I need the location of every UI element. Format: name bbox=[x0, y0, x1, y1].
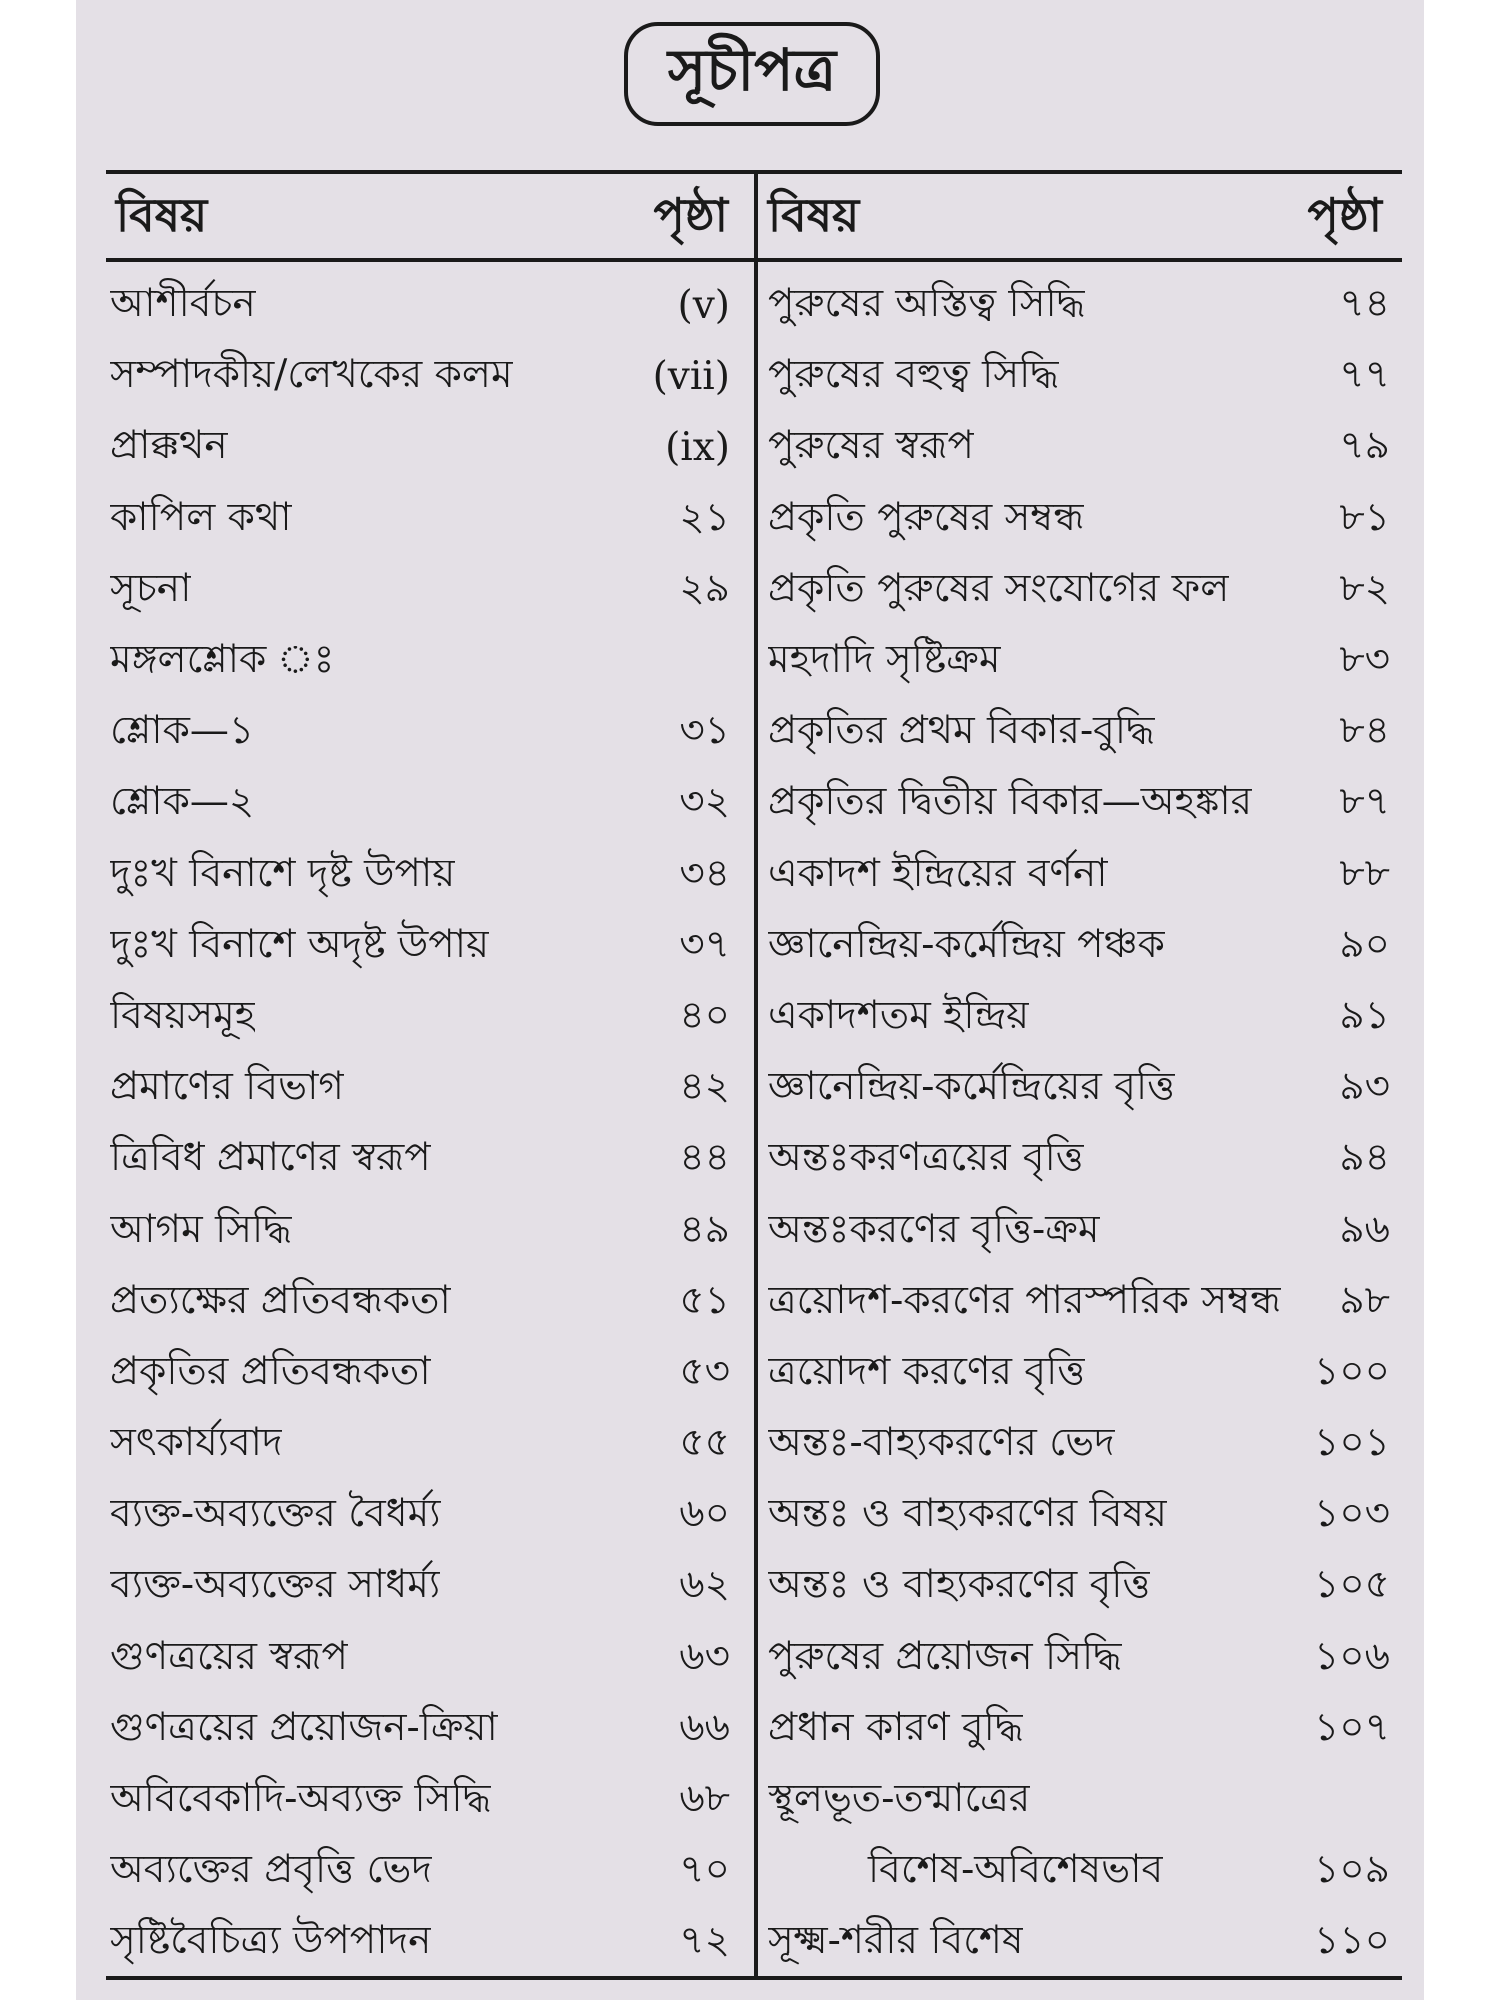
toc-entry bbox=[110, 555, 730, 626]
toc-entry bbox=[768, 1338, 1390, 1409]
toc-entry-page: ৭২ bbox=[679, 1918, 730, 1964]
toc-entry bbox=[768, 1480, 1390, 1551]
toc-entry-page: ৬৮ bbox=[679, 1776, 730, 1822]
toc-entry bbox=[110, 1195, 730, 1266]
toc-entry bbox=[110, 1480, 730, 1551]
toc-entry-title: প্রাক্কথন bbox=[110, 423, 228, 469]
toc-entry bbox=[768, 1124, 1390, 1195]
toc-entry bbox=[768, 697, 1390, 768]
toc-entry-title: একাদশ ইন্দ্রিয়ের বর্ণনা bbox=[768, 850, 1108, 896]
toc-entry-page: ৮৮ bbox=[1339, 850, 1390, 896]
toc-entry-title: জ্ঞানেন্দ্রিয়-কর্মেন্দ্রিয়ের বৃত্তি bbox=[768, 1064, 1176, 1110]
toc-entry-page: ২১ bbox=[679, 494, 730, 540]
toc-entry-title: গুণত্রয়ের প্রয়োজন-ক্রিয়া bbox=[110, 1704, 498, 1750]
toc-entry-page: ৪২ bbox=[679, 1064, 730, 1110]
toc-entry bbox=[110, 1551, 730, 1622]
toc-entry-page: ৯৬ bbox=[1339, 1206, 1390, 1252]
subject-header: বিষয় bbox=[768, 188, 860, 242]
toc-entry bbox=[768, 270, 1390, 341]
toc-entry-title: দুঃখ বিনাশে দৃষ্ট উপায় bbox=[110, 850, 456, 896]
toc-entry bbox=[768, 1907, 1390, 1978]
toc-entry-title: প্রকৃতি পুরুষের সম্বন্ধ bbox=[768, 494, 1085, 540]
toc-entry-title: সৎকার্য্যবাদ bbox=[110, 1420, 283, 1466]
toc-entry bbox=[110, 840, 730, 911]
toc-entry-page: ৬২ bbox=[679, 1562, 730, 1608]
toc-entry-title: প্রকৃতির প্রথম বিকার-বুদ্ধি bbox=[768, 708, 1155, 754]
toc-entry bbox=[110, 1338, 730, 1409]
toc-entry-page: ৪৯ bbox=[679, 1206, 730, 1252]
toc-entry bbox=[768, 1765, 1390, 1836]
toc-entry-title: প্রধান কারণ বুদ্ধি bbox=[768, 1704, 1024, 1750]
left-toc-column bbox=[110, 270, 730, 1979]
toc-entry bbox=[768, 1053, 1390, 1124]
toc-entry-title: পুরুষের অস্তিত্ব সিদ্ধি bbox=[768, 281, 1086, 327]
toc-entry-page: (v) bbox=[677, 283, 730, 329]
toc-entry-page: ৩৭ bbox=[679, 921, 730, 967]
toc-entry bbox=[110, 484, 730, 555]
toc-entry-page: ৪০ bbox=[679, 992, 730, 1038]
toc-entry-title: অন্তঃ-বাহ্যকরণের ভেদ bbox=[768, 1420, 1115, 1466]
toc-entry bbox=[110, 1124, 730, 1195]
toc-entry bbox=[110, 412, 730, 483]
toc-entry-page: ৭৯ bbox=[1339, 423, 1390, 469]
page-header: পৃষ্ঠা bbox=[653, 188, 728, 242]
toc-entry-title: প্রকৃতি পুরুষের সংযোগের ফল bbox=[768, 565, 1230, 611]
toc-entry-page: ২৯ bbox=[679, 565, 730, 611]
toc-entry-title: ত্রয়োদশ করণের বৃত্তি bbox=[768, 1348, 1086, 1394]
page-title: সূচীপত্র bbox=[624, 22, 880, 126]
toc-entry-page: ৮৭ bbox=[1339, 779, 1390, 825]
toc-entry bbox=[768, 911, 1390, 982]
toc-entry-page: ৬০ bbox=[679, 1491, 730, 1537]
toc-entry bbox=[768, 1551, 1390, 1622]
toc-entry bbox=[768, 1623, 1390, 1694]
toc-entry-title: প্রত্যক্ষের প্রতিবন্ধকতা bbox=[110, 1277, 451, 1323]
toc-entry bbox=[110, 768, 730, 839]
toc-entry-title: সম্পাদকীয়/লেখকের কলম bbox=[110, 352, 513, 398]
toc-entry-page: ১১০ bbox=[1314, 1918, 1390, 1964]
toc-entry-page: ৮২ bbox=[1339, 565, 1390, 611]
toc-entry-title: গুণত্রয়ের স্বরূপ bbox=[110, 1633, 348, 1679]
toc-entry bbox=[768, 1694, 1390, 1765]
toc-entry-page: ৬৩ bbox=[679, 1633, 730, 1679]
toc-entry bbox=[110, 1623, 730, 1694]
toc-entry-page: ৩১ bbox=[679, 708, 730, 754]
toc-entry bbox=[768, 626, 1390, 697]
toc-entry-title: মঙ্গলশ্লোক ঃ bbox=[110, 637, 335, 683]
toc-entry-page: ৯৩ bbox=[1339, 1064, 1390, 1110]
toc-entry-page: ৯৪ bbox=[1339, 1135, 1390, 1181]
toc-entry bbox=[768, 412, 1390, 483]
toc-entry-title: অন্তঃ ও বাহ্যকরণের বিষয় bbox=[768, 1491, 1167, 1537]
toc-entry-title: বিষয়সমূহ bbox=[110, 992, 256, 1038]
toc-entry-title: আগম সিদ্ধি bbox=[110, 1206, 292, 1252]
page-header: পৃষ্ঠা bbox=[1307, 188, 1382, 242]
toc-entry-title: মহদাদি সৃষ্টিক্রম bbox=[768, 637, 1001, 683]
toc-entry-title: আশীর্বচন bbox=[110, 281, 256, 327]
toc-entry bbox=[110, 1907, 730, 1978]
toc-entry-title: পুরুষের প্রয়োজন সিদ্ধি bbox=[768, 1633, 1122, 1679]
toc-entry-title: ত্রয়োদশ-করণের পারস্পরিক সম্বন্ধ bbox=[768, 1277, 1282, 1323]
toc-entry-page: (ix) bbox=[665, 425, 730, 471]
toc-entry-title: বিশেষ-অবিশেষভাব bbox=[868, 1847, 1164, 1893]
toc-entry bbox=[768, 768, 1390, 839]
toc-entry-page: ৫৩ bbox=[679, 1348, 730, 1394]
toc-entry bbox=[768, 1195, 1390, 1266]
toc-entry-title: পুরুষের স্বরূপ bbox=[768, 423, 975, 469]
toc-entry bbox=[768, 484, 1390, 555]
toc-entry-page: ৯০ bbox=[1339, 921, 1390, 967]
toc-entry bbox=[110, 1836, 730, 1907]
toc-entry bbox=[768, 982, 1390, 1053]
toc-entry bbox=[110, 697, 730, 768]
toc-entry bbox=[768, 341, 1390, 412]
right-toc-column bbox=[768, 270, 1390, 1979]
toc-entry-page: ৬৬ bbox=[679, 1704, 730, 1750]
toc-entry bbox=[110, 270, 730, 341]
toc-entry bbox=[768, 1836, 1390, 1907]
toc-entry-title: প্রমাণের বিভাগ bbox=[110, 1064, 344, 1110]
toc-entry-title: অব্যক্তের প্রবৃত্তি ভেদ bbox=[110, 1847, 432, 1893]
toc-entry-title: অন্তঃকরণত্রয়ের বৃত্তি bbox=[768, 1135, 1084, 1181]
subject-header: বিষয় bbox=[116, 188, 208, 242]
toc-entry-page: (vii) bbox=[652, 354, 730, 400]
column-divider bbox=[754, 170, 758, 1980]
toc-entry bbox=[110, 1267, 730, 1338]
toc-entry bbox=[110, 1694, 730, 1765]
toc-entry-page: ১০৭ bbox=[1313, 1704, 1390, 1750]
toc-entry-page: ৮৩ bbox=[1339, 637, 1390, 683]
toc-entry bbox=[110, 626, 730, 697]
toc-entry-title: পুরুষের বহুত্ব সিদ্ধি bbox=[768, 352, 1059, 398]
toc-entry bbox=[768, 555, 1390, 626]
toc-entry-title: ব্যক্ত-অব্যক্তের বৈধর্ম্য bbox=[110, 1491, 441, 1537]
toc-entry-title: শ্লোক—১ bbox=[110, 708, 255, 754]
toc-entry bbox=[110, 982, 730, 1053]
toc-entry bbox=[110, 911, 730, 982]
toc-entry-page: ৩২ bbox=[679, 779, 730, 825]
toc-entry-page: ৭০ bbox=[679, 1847, 730, 1893]
right-column-header bbox=[768, 184, 1382, 254]
toc-entry bbox=[768, 1267, 1390, 1338]
left-column-header bbox=[116, 184, 728, 254]
toc-entry-page: ১০৩ bbox=[1313, 1491, 1390, 1537]
toc-entry-page: ৮১ bbox=[1339, 494, 1390, 540]
toc-entry-title: দুঃখ বিনাশে অদৃষ্ট উপায় bbox=[110, 921, 490, 967]
toc-entry-title: সূক্ষ্ম-শরীর বিশেষ bbox=[768, 1918, 1024, 1964]
toc-entry-title: অন্তঃ ও বাহ্যকরণের বৃত্তি bbox=[768, 1562, 1151, 1608]
toc-entry-page: ৪৪ bbox=[679, 1135, 730, 1181]
toc-entry-title: জ্ঞানেন্দ্রিয়-কর্মেন্দ্রিয় পঞ্চক bbox=[768, 921, 1165, 967]
toc-entry bbox=[110, 1053, 730, 1124]
toc-entry-page: ১০৯ bbox=[1314, 1847, 1390, 1893]
toc-entry bbox=[768, 840, 1390, 911]
toc-entry-page: ১০১ bbox=[1314, 1420, 1390, 1466]
toc-entry-title: প্রকৃতির দ্বিতীয় বিকার—অহঙ্কার bbox=[768, 779, 1253, 825]
toc-entry-title: সূচনা bbox=[110, 565, 192, 611]
toc-entry-title: একাদশতম ইন্দ্রিয় bbox=[768, 992, 1030, 1038]
toc-entry-page: ৯৮ bbox=[1339, 1277, 1390, 1323]
toc-entry-page: ৭৪ bbox=[1339, 281, 1390, 327]
toc-entry-page: ৭৭ bbox=[1339, 352, 1390, 398]
toc-entry-page: ১০৫ bbox=[1314, 1562, 1390, 1608]
toc-entry-title: সৃষ্টিবৈচিত্র্য উপপাদন bbox=[110, 1918, 432, 1964]
toc-entry-title: অন্তঃকরণের বৃত্তি-ক্রম bbox=[768, 1206, 1100, 1252]
toc-entry-page: ৩৪ bbox=[679, 850, 730, 896]
toc-entry-title: কাপিল কথা bbox=[110, 494, 292, 540]
toc-entry-title: স্থূলভূত-তন্মাত্রের bbox=[768, 1776, 1031, 1822]
toc-entry-title: প্রকৃতির প্রতিবন্ধকতা bbox=[110, 1348, 431, 1394]
toc-entry-page: ৫১ bbox=[679, 1277, 730, 1323]
toc-entry-page: ১০৬ bbox=[1313, 1633, 1390, 1679]
toc-entry-page: ৮৪ bbox=[1339, 708, 1390, 754]
toc-entry-title: শ্লোক—২ bbox=[110, 779, 255, 825]
toc-entry-title: ব্যক্ত-অব্যক্তের সাধর্ম্য bbox=[110, 1562, 441, 1608]
toc-entry-page: ৫৫ bbox=[679, 1420, 730, 1466]
toc-entry-title: অবিবেকাদি-অব্যক্ত সিদ্ধি bbox=[110, 1776, 492, 1822]
toc-entry-page: ৯১ bbox=[1339, 992, 1390, 1038]
toc-entry bbox=[768, 1409, 1390, 1480]
toc-entry-page: ১০০ bbox=[1313, 1348, 1390, 1394]
toc-entry bbox=[110, 1409, 730, 1480]
toc-entry bbox=[110, 341, 730, 412]
toc-entry-title: ত্রিবিধ প্রমাণের স্বরূপ bbox=[110, 1135, 431, 1181]
toc-entry bbox=[110, 1765, 730, 1836]
